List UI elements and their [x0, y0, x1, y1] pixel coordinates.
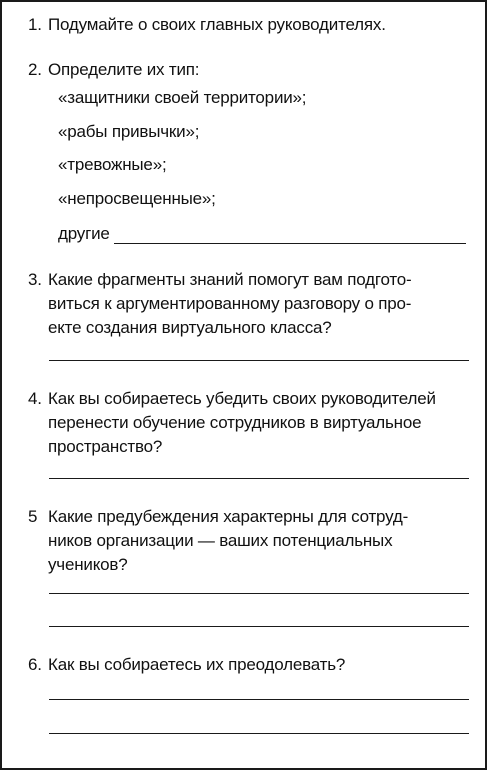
question-1 — [28, 13, 471, 37]
question-number: 6. — [28, 655, 42, 674]
question-text: Как вы собираетесь их преодолевать? — [48, 655, 346, 674]
answer-line-q3[interactable] — [49, 360, 469, 361]
question-text: Подумайте о своих главных руководителях. — [48, 15, 386, 34]
question-number: 5 — [28, 507, 38, 526]
question-number: 2. — [28, 60, 42, 79]
other-type-label: другие — [58, 224, 110, 243]
question-text: Какие предубеждения характерны для сотруд- ников организации — ваших потенциальных учеников? — [48, 507, 409, 574]
question-3 — [28, 268, 471, 340]
question-number: 1. — [28, 15, 42, 34]
answer-line-q6-2[interactable] — [49, 733, 469, 734]
question-text: Какие фрагменты знаний помогут вам подгото- виться к аргументированному разговору о про- екте создания виртуального класса? — [48, 270, 412, 337]
question-5 — [28, 505, 471, 577]
question-2 — [28, 58, 471, 82]
question-4 — [28, 387, 471, 459]
answer-line-q5-1[interactable] — [49, 593, 469, 594]
other-type-answer-line[interactable] — [114, 243, 466, 244]
type-option: «непросвещенные»; — [58, 189, 216, 208]
answer-line-q4[interactable] — [49, 478, 469, 479]
question-text: Определите их тип: — [48, 60, 200, 79]
question-number: 3. — [28, 270, 42, 289]
type-option: «тревожные»; — [58, 155, 167, 174]
type-option: «рабы привычки»; — [58, 122, 200, 141]
type-option: «защитники своей территории»; — [58, 88, 307, 107]
question-number: 4. — [28, 389, 42, 408]
other-type-row — [58, 222, 466, 246]
answer-line-q5-2[interactable] — [49, 626, 469, 627]
question-text: Как вы собираетесь убедить своих руководителей перенести обучение сотрудников в виртуальное пространство? — [48, 389, 436, 456]
question-6 — [28, 653, 471, 677]
answer-line-q6-1[interactable] — [49, 699, 469, 700]
